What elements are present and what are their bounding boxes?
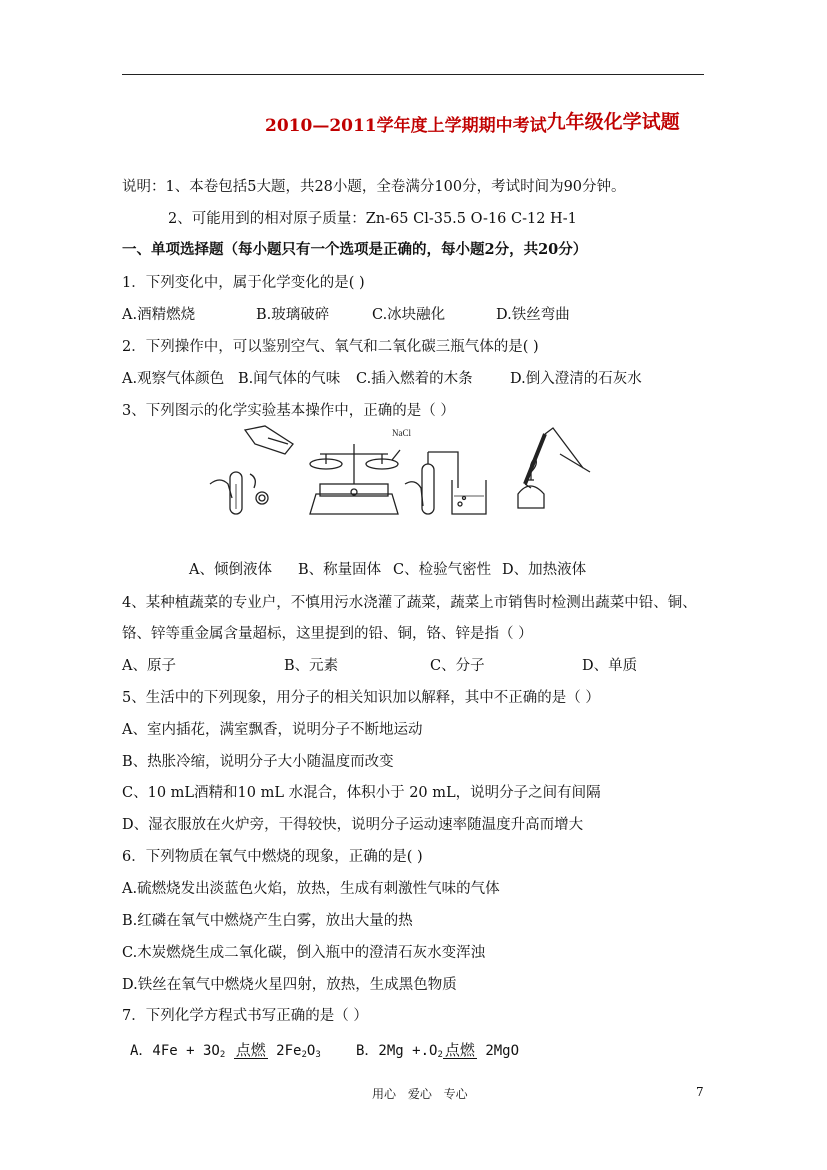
q4-stem-line1: 4、某种植蔬菜的专业户，不慎用污水浇灌了蔬菜，蔬菜上市销售时检测出蔬菜中铅、铜、 xyxy=(122,595,697,611)
q7-b-product: 2MgO xyxy=(485,1043,520,1059)
q2-option-b: B.闻气体的气味 xyxy=(238,371,341,387)
q4-option-c: C、分子 xyxy=(430,658,485,674)
q4-option-b: B、元素 xyxy=(284,658,339,674)
q7-a-sub2: 2 xyxy=(301,1050,307,1060)
q7-b-condition: 点燃 xyxy=(444,1041,475,1059)
lab-operations-figure xyxy=(200,424,630,524)
section1-heading: 一、单项选择题（每小题只有一个选项是正确的，每小题2分，共20分） xyxy=(122,241,588,258)
page-footer: 用心 爱心 专心 xyxy=(372,1087,468,1101)
instructions-line1: 说明：1、本卷包括5大题，共28小题，全卷满分100分，考试时间为90分钟。 xyxy=(122,179,626,195)
header-rule xyxy=(122,74,704,75)
q2-option-c: C.插入燃着的木条 xyxy=(356,371,473,387)
heating-liquid-illustration xyxy=(518,428,590,508)
q1-option-d: D.铁丝弯曲 xyxy=(496,307,570,323)
q6-option-b: B.红磷在氧气中燃烧产生白雾，放出大量的热 xyxy=(122,913,413,929)
q7-a-product-o: O xyxy=(306,1043,316,1059)
q7-b-sub1: 2 xyxy=(437,1050,443,1060)
q3-option-a: A、倾倒液体 xyxy=(189,562,272,578)
q7-a-sub3: 3 xyxy=(315,1050,321,1060)
exam-title xyxy=(265,110,680,137)
q7-a-reactants: A．4Fe + 3O xyxy=(130,1043,220,1059)
q6-option-c: C.木炭燃烧生成二氧化碳，倒入瓶中的澄清石灰水变浑浊 xyxy=(122,945,486,961)
q1-option-b: B.玻璃破碎 xyxy=(256,307,330,323)
q7-option-b-equation xyxy=(356,1040,519,1060)
q7-option-a-equation xyxy=(130,1040,321,1060)
exam-title-part2: 九年级化学试题 xyxy=(546,111,680,133)
q3-option-d: D、加热液体 xyxy=(502,562,587,578)
balance-illustration xyxy=(310,444,400,514)
q5-option-d: D、湿衣服放在火炉旁，干得较快，说明分子运动速率随温度升高而增大 xyxy=(122,817,584,833)
q7-a-product: 2Fe xyxy=(276,1043,302,1059)
q1-option-c: C.冰块融化 xyxy=(372,307,446,323)
q4-stem-line2: 铬、锌等重金属含量超标，这里提到的铅、铜，铬、锌是指（ ） xyxy=(122,626,533,642)
instructions-line2: 2、可能用到的相对原子质量：Zn-65 Cl-35.5 O-16 C-12 H-1 xyxy=(168,211,577,227)
q7-stem: 7．下列化学方程式书写正确的是（ ） xyxy=(122,1008,368,1024)
q3-option-b: B、称量固体 xyxy=(298,562,382,578)
q4-option-a: A、原子 xyxy=(122,658,176,674)
q7-b-reactants: B．2Mg +.O xyxy=(356,1043,438,1059)
q4-option-d: D、单质 xyxy=(582,658,638,674)
q7-a-condition: 点燃 xyxy=(235,1041,266,1059)
q7-a-sub1: 2 xyxy=(219,1050,226,1060)
q5-stem: 5、生活中的下列现象，用分子的相关知识加以解释，其中不正确的是（ ） xyxy=(122,690,600,706)
q5-option-c: C、10 mL酒精和10 mL 水混合，体积小于 20 mL，说明分子之间有间隔 xyxy=(122,785,601,801)
airtightness-check-illustration xyxy=(405,452,486,514)
page-number: 7 xyxy=(696,1085,704,1099)
pouring-liquid-illustration xyxy=(210,426,293,514)
q1-option-a: A.酒精燃烧 xyxy=(122,307,196,323)
exam-title-part1: 2010—2011学年度上学期期中考试 xyxy=(265,116,547,136)
q2-stem: 2．下列操作中，可以鉴别空气、氧气和二氧化碳三瓶气体的是( ) xyxy=(122,339,539,355)
nacl-label: NaCl xyxy=(392,428,411,438)
q1-stem: 1．下列变化中，属于化学变化的是( ) xyxy=(122,275,365,291)
q3-option-c: C、检验气密性 xyxy=(393,562,492,578)
q5-option-a: A、室内插花，满室飘香，说明分子不断地运动 xyxy=(122,722,423,738)
q2-option-d: D.倒入澄清的石灰水 xyxy=(510,371,642,387)
q5-option-b: B、热胀冷缩，说明分子大小随温度而改变 xyxy=(122,754,394,770)
q3-stem: 3、下列图示的化学实验基本操作中，正确的是（ ） xyxy=(122,403,455,419)
q6-option-d: D.铁丝在氧气中燃烧火星四射，放热，生成黑色物质 xyxy=(122,977,457,993)
q6-option-a: A.硫燃烧发出淡蓝色火焰，放热，生成有刺激性气味的气体 xyxy=(122,881,500,897)
q6-stem: 6．下列物质在氧气中燃烧的现象，正确的是( ) xyxy=(122,849,423,865)
q2-option-a: A.观察气体颜色 xyxy=(122,371,225,387)
